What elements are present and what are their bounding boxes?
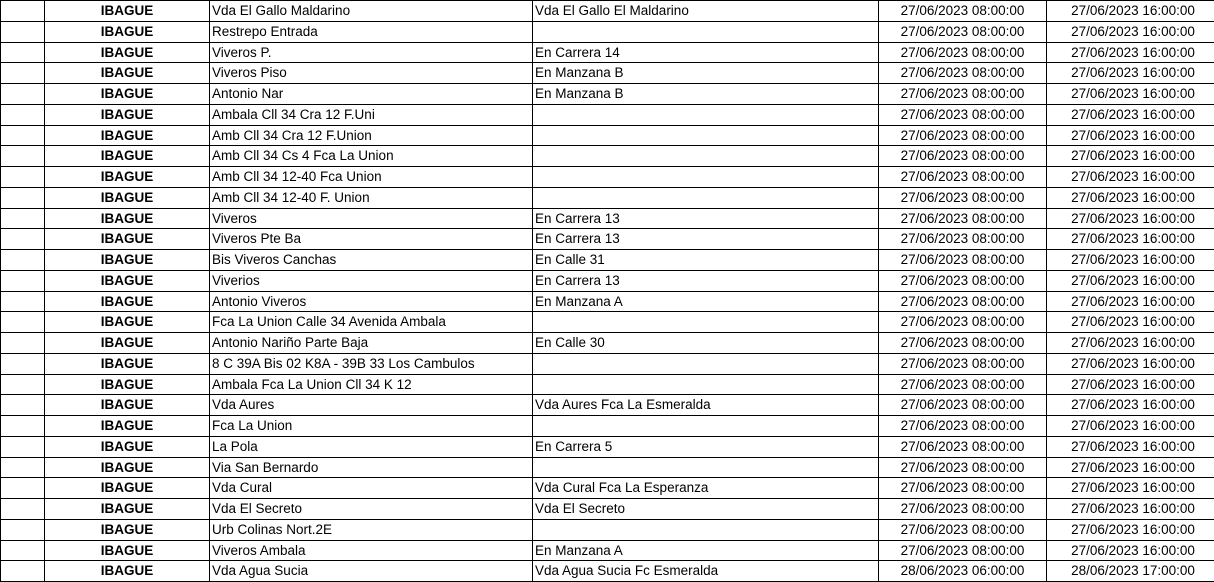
cell-leading-empty: [1, 146, 45, 167]
cell-detail: [533, 167, 879, 188]
cell-city: IBAGUE: [45, 478, 210, 499]
cell-start-datetime: 27/06/2023 08:00:00: [879, 312, 1047, 333]
cell-detail: Vda El Secreto: [533, 499, 879, 520]
cell-end-datetime: 27/06/2023 16:00:00: [1047, 42, 1214, 63]
cell-site: Vda Aures: [210, 395, 533, 416]
cell-detail: [533, 146, 879, 167]
cell-leading-empty: [1, 42, 45, 63]
cell-start-datetime: 27/06/2023 08:00:00: [879, 229, 1047, 250]
cell-city: IBAGUE: [45, 125, 210, 146]
cell-city: IBAGUE: [45, 457, 210, 478]
cell-city: IBAGUE: [45, 42, 210, 63]
cell-leading-empty: [1, 84, 45, 105]
cell-site: Via San Bernardo: [210, 457, 533, 478]
cell-leading-empty: [1, 540, 45, 561]
table-row: [1, 270, 1214, 291]
cell-leading-empty: [1, 416, 45, 437]
cell-start-datetime: 27/06/2023 08:00:00: [879, 21, 1047, 42]
cell-detail: Vda Agua Sucia Fc Esmeralda: [533, 561, 879, 582]
cell-end-datetime: 27/06/2023 16:00:00: [1047, 63, 1214, 84]
cell-detail: [533, 187, 879, 208]
cell-city: IBAGUE: [45, 167, 210, 188]
table-row: [1, 333, 1214, 354]
cell-detail: En Manzana A: [533, 540, 879, 561]
cell-start-datetime: 27/06/2023 08:00:00: [879, 416, 1047, 437]
cell-end-datetime: 27/06/2023 16:00:00: [1047, 125, 1214, 146]
cell-start-datetime: 27/06/2023 08:00:00: [879, 478, 1047, 499]
cell-leading-empty: [1, 167, 45, 188]
cell-start-datetime: 27/06/2023 08:00:00: [879, 125, 1047, 146]
cell-detail: [533, 374, 879, 395]
cell-site: Vda El Gallo Maldarino: [210, 1, 533, 22]
cell-leading-empty: [1, 104, 45, 125]
cell-site: 8 C 39A Bis 02 K8A - 39B 33 Los Cambulos: [210, 353, 533, 374]
cell-city: IBAGUE: [45, 395, 210, 416]
cell-detail: En Carrera 14: [533, 42, 879, 63]
table-row: [1, 1, 1214, 22]
cell-city: IBAGUE: [45, 104, 210, 125]
cell-end-datetime: 27/06/2023 16:00:00: [1047, 540, 1214, 561]
cell-city: IBAGUE: [45, 187, 210, 208]
cell-city: IBAGUE: [45, 333, 210, 354]
cell-leading-empty: [1, 187, 45, 208]
cell-start-datetime: 27/06/2023 08:00:00: [879, 457, 1047, 478]
cell-leading-empty: [1, 63, 45, 84]
table-row: [1, 250, 1214, 271]
cell-city: IBAGUE: [45, 519, 210, 540]
table-row: [1, 291, 1214, 312]
cell-end-datetime: 27/06/2023 16:00:00: [1047, 270, 1214, 291]
cell-leading-empty: [1, 457, 45, 478]
table-row: [1, 499, 1214, 520]
cell-leading-empty: [1, 395, 45, 416]
table-row: [1, 208, 1214, 229]
cell-end-datetime: 27/06/2023 16:00:00: [1047, 291, 1214, 312]
cell-leading-empty: [1, 353, 45, 374]
cell-start-datetime: 27/06/2023 08:00:00: [879, 63, 1047, 84]
cell-end-datetime: 27/06/2023 16:00:00: [1047, 499, 1214, 520]
table-row: [1, 540, 1214, 561]
cell-detail: [533, 125, 879, 146]
cell-detail: [533, 21, 879, 42]
cell-end-datetime: 27/06/2023 16:00:00: [1047, 250, 1214, 271]
cell-city: IBAGUE: [45, 84, 210, 105]
cell-end-datetime: 27/06/2023 16:00:00: [1047, 21, 1214, 42]
cell-detail: En Carrera 13: [533, 229, 879, 250]
outage-table-body: [1, 1, 1214, 582]
cell-start-datetime: 27/06/2023 08:00:00: [879, 270, 1047, 291]
cell-site: Fca La Union: [210, 416, 533, 437]
cell-city: IBAGUE: [45, 229, 210, 250]
cell-end-datetime: 27/06/2023 16:00:00: [1047, 208, 1214, 229]
cell-leading-empty: [1, 519, 45, 540]
cell-detail: [533, 104, 879, 125]
cell-site: Antonio Nariño Parte Baja: [210, 333, 533, 354]
cell-end-datetime: 27/06/2023 16:00:00: [1047, 167, 1214, 188]
cell-leading-empty: [1, 208, 45, 229]
cell-site: Viverios: [210, 270, 533, 291]
cell-site: Restrepo Entrada: [210, 21, 533, 42]
cell-city: IBAGUE: [45, 21, 210, 42]
cell-city: IBAGUE: [45, 291, 210, 312]
cell-detail: En Carrera 5: [533, 436, 879, 457]
cell-detail: En Manzana B: [533, 84, 879, 105]
cell-city: IBAGUE: [45, 436, 210, 457]
table-row: [1, 167, 1214, 188]
cell-detail: [533, 312, 879, 333]
cell-site: Urb Colinas Nort.2E: [210, 519, 533, 540]
cell-leading-empty: [1, 21, 45, 42]
cell-leading-empty: [1, 1, 45, 22]
cell-start-datetime: 27/06/2023 08:00:00: [879, 1, 1047, 22]
cell-end-datetime: 27/06/2023 16:00:00: [1047, 312, 1214, 333]
cell-start-datetime: 27/06/2023 08:00:00: [879, 436, 1047, 457]
cell-start-datetime: 27/06/2023 08:00:00: [879, 187, 1047, 208]
cell-detail: En Manzana A: [533, 291, 879, 312]
table-row: [1, 561, 1214, 582]
cell-start-datetime: 28/06/2023 06:00:00: [879, 561, 1047, 582]
cell-start-datetime: 27/06/2023 08:00:00: [879, 353, 1047, 374]
cell-site: Amb Cll 34 Cra 12 F.Union: [210, 125, 533, 146]
cell-start-datetime: 27/06/2023 08:00:00: [879, 540, 1047, 561]
table-row: [1, 416, 1214, 437]
cell-start-datetime: 27/06/2023 08:00:00: [879, 333, 1047, 354]
cell-leading-empty: [1, 270, 45, 291]
cell-city: IBAGUE: [45, 63, 210, 84]
cell-site: Vda Agua Sucia: [210, 561, 533, 582]
cell-leading-empty: [1, 250, 45, 271]
cell-start-datetime: 27/06/2023 08:00:00: [879, 519, 1047, 540]
table-row: [1, 187, 1214, 208]
cell-end-datetime: 27/06/2023 16:00:00: [1047, 187, 1214, 208]
cell-leading-empty: [1, 436, 45, 457]
table-row: [1, 104, 1214, 125]
cell-detail: En Calle 30: [533, 333, 879, 354]
table-row: [1, 519, 1214, 540]
cell-leading-empty: [1, 333, 45, 354]
cell-end-datetime: 27/06/2023 16:00:00: [1047, 146, 1214, 167]
cell-start-datetime: 27/06/2023 08:00:00: [879, 146, 1047, 167]
cell-site: Vda Cural: [210, 478, 533, 499]
cell-leading-empty: [1, 229, 45, 250]
table-row: [1, 395, 1214, 416]
cell-leading-empty: [1, 478, 45, 499]
cell-leading-empty: [1, 499, 45, 520]
cell-start-datetime: 27/06/2023 08:00:00: [879, 208, 1047, 229]
cell-end-datetime: 27/06/2023 16:00:00: [1047, 84, 1214, 105]
cell-site: Antonio Nar: [210, 84, 533, 105]
cell-start-datetime: 27/06/2023 08:00:00: [879, 250, 1047, 271]
cell-city: IBAGUE: [45, 561, 210, 582]
cell-end-datetime: 27/06/2023 16:00:00: [1047, 457, 1214, 478]
cell-city: IBAGUE: [45, 499, 210, 520]
cell-site: Bis Viveros Canchas: [210, 250, 533, 271]
table-row: [1, 63, 1214, 84]
table-row: [1, 125, 1214, 146]
table-row: [1, 42, 1214, 63]
cell-site: Viveros: [210, 208, 533, 229]
cell-end-datetime: 27/06/2023 16:00:00: [1047, 333, 1214, 354]
cell-start-datetime: 27/06/2023 08:00:00: [879, 104, 1047, 125]
cell-detail: Vda El Gallo El Maldarino: [533, 1, 879, 22]
cell-city: IBAGUE: [45, 312, 210, 333]
table-row: [1, 21, 1214, 42]
table-row: [1, 312, 1214, 333]
cell-site: Ambala Cll 34 Cra 12 F.Uni: [210, 104, 533, 125]
cell-end-datetime: 27/06/2023 16:00:00: [1047, 1, 1214, 22]
cell-city: IBAGUE: [45, 208, 210, 229]
table-row: [1, 374, 1214, 395]
cell-leading-empty: [1, 291, 45, 312]
cell-start-datetime: 27/06/2023 08:00:00: [879, 84, 1047, 105]
cell-detail: Vda Aures Fca La Esmeralda: [533, 395, 879, 416]
table-row: [1, 146, 1214, 167]
cell-site: Antonio Viveros: [210, 291, 533, 312]
cell-start-datetime: 27/06/2023 08:00:00: [879, 395, 1047, 416]
cell-city: IBAGUE: [45, 270, 210, 291]
table-row: [1, 229, 1214, 250]
cell-site: Viveros P.: [210, 42, 533, 63]
cell-start-datetime: 27/06/2023 08:00:00: [879, 499, 1047, 520]
table-row: [1, 353, 1214, 374]
cell-end-datetime: 27/06/2023 16:00:00: [1047, 416, 1214, 437]
cell-detail: [533, 519, 879, 540]
cell-city: IBAGUE: [45, 1, 210, 22]
cell-leading-empty: [1, 312, 45, 333]
cell-detail: [533, 457, 879, 478]
cell-site: Ambala Fca La Union Cll 34 K 12: [210, 374, 533, 395]
cell-site: Viveros Ambala: [210, 540, 533, 561]
cell-city: IBAGUE: [45, 416, 210, 437]
cell-site: Vda El Secreto: [210, 499, 533, 520]
cell-end-datetime: 27/06/2023 16:00:00: [1047, 229, 1214, 250]
cell-site: Amb Cll 34 Cs 4 Fca La Union: [210, 146, 533, 167]
cell-start-datetime: 27/06/2023 08:00:00: [879, 374, 1047, 395]
cell-city: IBAGUE: [45, 146, 210, 167]
cell-start-datetime: 27/06/2023 08:00:00: [879, 291, 1047, 312]
cell-site: La Pola: [210, 436, 533, 457]
cell-leading-empty: [1, 561, 45, 582]
cell-end-datetime: 27/06/2023 16:00:00: [1047, 353, 1214, 374]
cell-detail: En Carrera 13: [533, 270, 879, 291]
cell-detail: Vda Cural Fca La Esperanza: [533, 478, 879, 499]
cell-site: Amb Cll 34 12-40 Fca Union: [210, 167, 533, 188]
cell-site: Amb Cll 34 12-40 F. Union: [210, 187, 533, 208]
cell-city: IBAGUE: [45, 250, 210, 271]
cell-detail: En Calle 31: [533, 250, 879, 271]
cell-detail: En Manzana B: [533, 63, 879, 84]
cell-detail: [533, 353, 879, 374]
table-row: [1, 436, 1214, 457]
cell-leading-empty: [1, 125, 45, 146]
table-row: [1, 478, 1214, 499]
cell-end-datetime: 27/06/2023 16:00:00: [1047, 374, 1214, 395]
cell-leading-empty: [1, 374, 45, 395]
cell-site: Viveros Piso: [210, 63, 533, 84]
cell-end-datetime: 27/06/2023 16:00:00: [1047, 104, 1214, 125]
cell-start-datetime: 27/06/2023 08:00:00: [879, 42, 1047, 63]
cell-end-datetime: 28/06/2023 17:00:00: [1047, 561, 1214, 582]
cell-start-datetime: 27/06/2023 08:00:00: [879, 167, 1047, 188]
cell-city: IBAGUE: [45, 374, 210, 395]
cell-end-datetime: 27/06/2023 16:00:00: [1047, 395, 1214, 416]
cell-site: Viveros Pte Ba: [210, 229, 533, 250]
cell-end-datetime: 27/06/2023 16:00:00: [1047, 519, 1214, 540]
cell-end-datetime: 27/06/2023 16:00:00: [1047, 478, 1214, 499]
cell-end-datetime: 27/06/2023 16:00:00: [1047, 436, 1214, 457]
table-row: [1, 84, 1214, 105]
cell-site: Fca La Union Calle 34 Avenida Ambala: [210, 312, 533, 333]
table-row: [1, 457, 1214, 478]
cell-detail: En Carrera 13: [533, 208, 879, 229]
cell-city: IBAGUE: [45, 540, 210, 561]
cell-detail: [533, 416, 879, 437]
cell-city: IBAGUE: [45, 353, 210, 374]
